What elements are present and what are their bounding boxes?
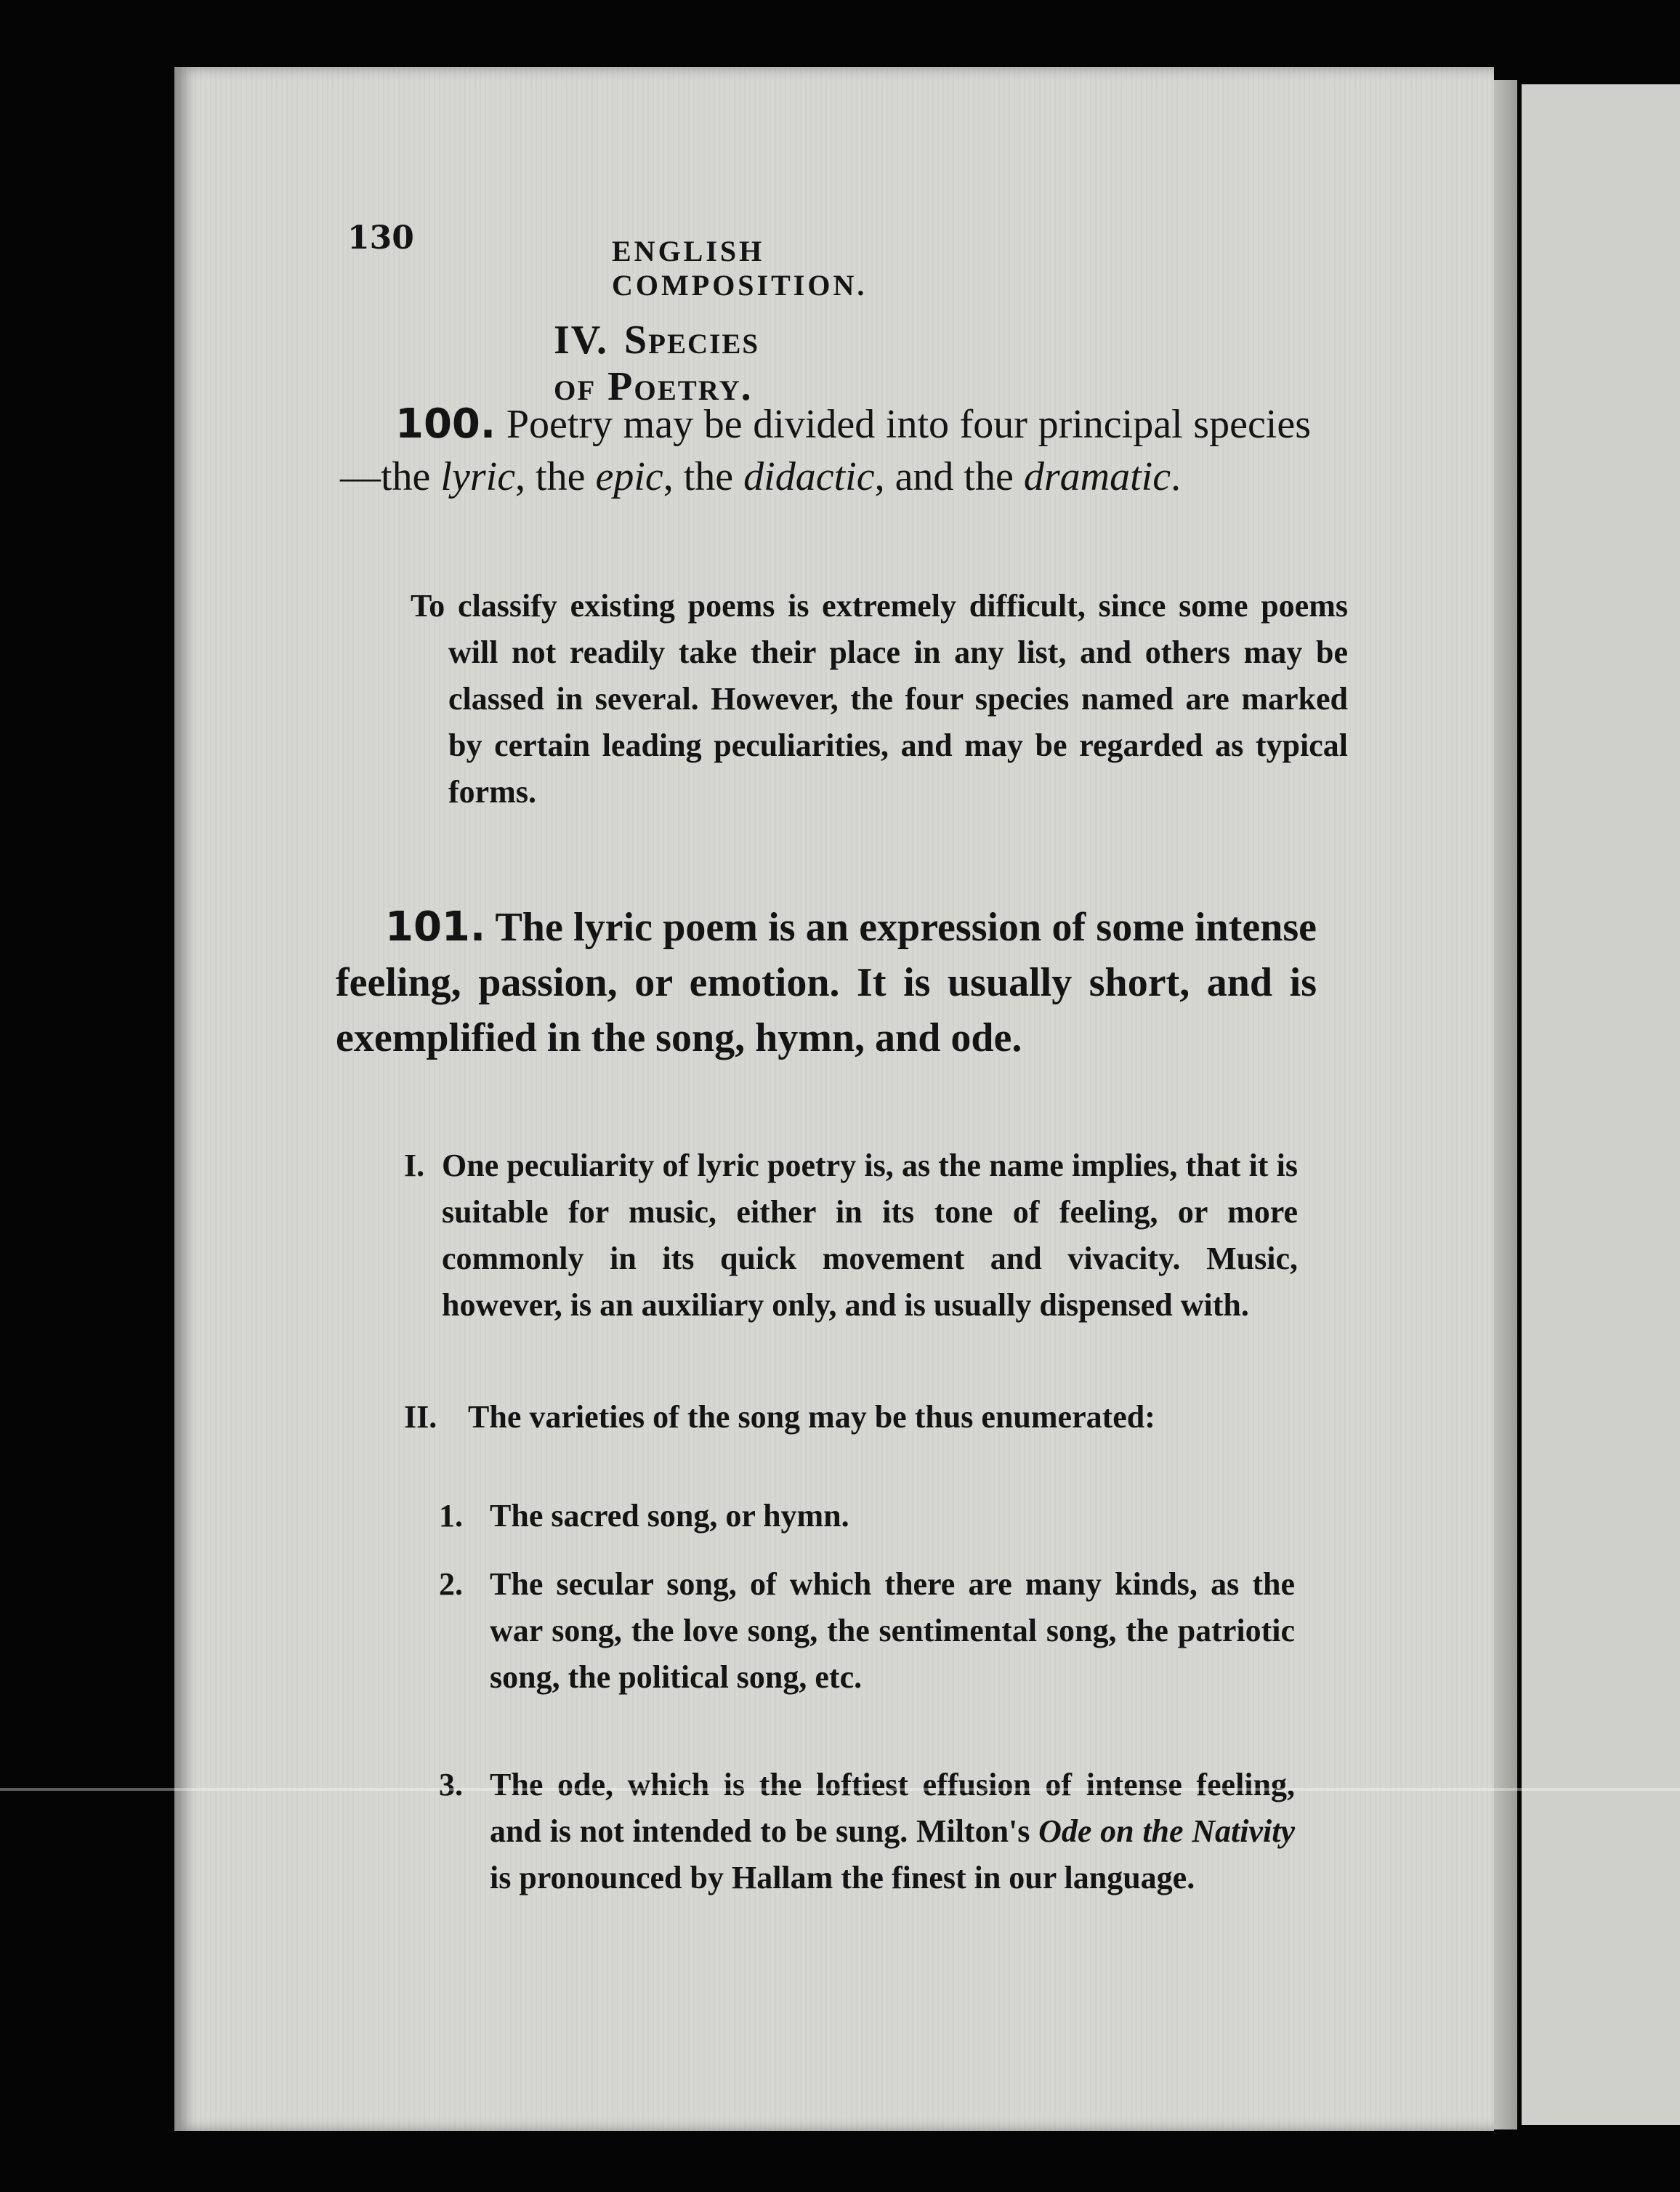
note-paragraph: To classify existing poems is extremely difficult, since some poems will not readily take their place in any list, and others may be classed in several. However, the four species named are marked by certain leading peculiarities, and may be regarded as typical forms. (411, 588, 1348, 810)
scan-border (145, 2131, 1680, 2192)
text-run: , the (515, 454, 596, 499)
sub-item-3 (439, 1762, 1295, 1901)
item-text: One peculiarity of lyric poetry is, as the name implies, that it is suitable for music, either in its tone of feeling, or more commonly in its quick movement and vivacity. Music, however, is an auxiliary only, and is usually dispensed with. (442, 1148, 1298, 1323)
item-text: The sacred song, or hymn. (490, 1498, 849, 1534)
item-text: The secular song, of which there are many kinds, as the war song, the love song, the sentimental song, the patriotic song, the political song, etc. (490, 1566, 1295, 1695)
section-heading (554, 317, 759, 410)
text-run: , and the (874, 454, 1024, 499)
paragraph-number: 101. (385, 903, 486, 951)
item-text (490, 1762, 1295, 1901)
item-marker: 1. (439, 1498, 463, 1534)
item-text: The varieties of the song may be thus enumerated: (468, 1399, 1155, 1435)
text-run: . (1171, 454, 1182, 499)
italic-text: lyric (440, 454, 516, 499)
italic-text: epic (595, 454, 663, 499)
text-run: is pronounced by Hallam the finest in our language. (490, 1860, 1195, 1895)
text-run: The ode, which is the loftiest effusion of intense feeling, and is not intended to be sung. Milton's (490, 1767, 1295, 1849)
scan-artifact-line (0, 1788, 1680, 1791)
list-item-I (404, 1143, 1298, 1329)
page-number: 130 (347, 219, 414, 257)
paragraph-body: The lyric poem is an expression of some intense feeling, passion, or emotion. It is usually short, and is exemplified in the song, hymn, and ode. (336, 905, 1317, 1060)
item-marker: 2. (439, 1566, 463, 1602)
sub-item-2 (439, 1561, 1295, 1701)
text-run: , the (663, 454, 744, 499)
list-item-II (404, 1394, 1298, 1440)
text-run: Poetry may be divided into four principal species—the (340, 402, 1311, 499)
page-gutter (1494, 80, 1517, 2129)
item-marker: II. (404, 1399, 437, 1435)
facing-page-edge (1522, 84, 1680, 2125)
paragraph-number: 100. (395, 400, 496, 448)
running-head: ENGLISH COMPOSITION. (612, 235, 868, 302)
section-title: Species of Poetry. (554, 318, 760, 409)
italic-text: didactic (743, 454, 875, 499)
section-numeral: IV. (554, 318, 609, 363)
paragraph-101 (336, 900, 1317, 1065)
sub-item-1 (439, 1493, 1295, 1539)
italic-text: dramatic (1023, 454, 1171, 499)
item-marker: I. (404, 1148, 425, 1183)
paragraph-100 (340, 398, 1311, 503)
item-marker: 3. (439, 1767, 463, 1802)
italic-text: Ode on the Nativity (1038, 1813, 1296, 1849)
